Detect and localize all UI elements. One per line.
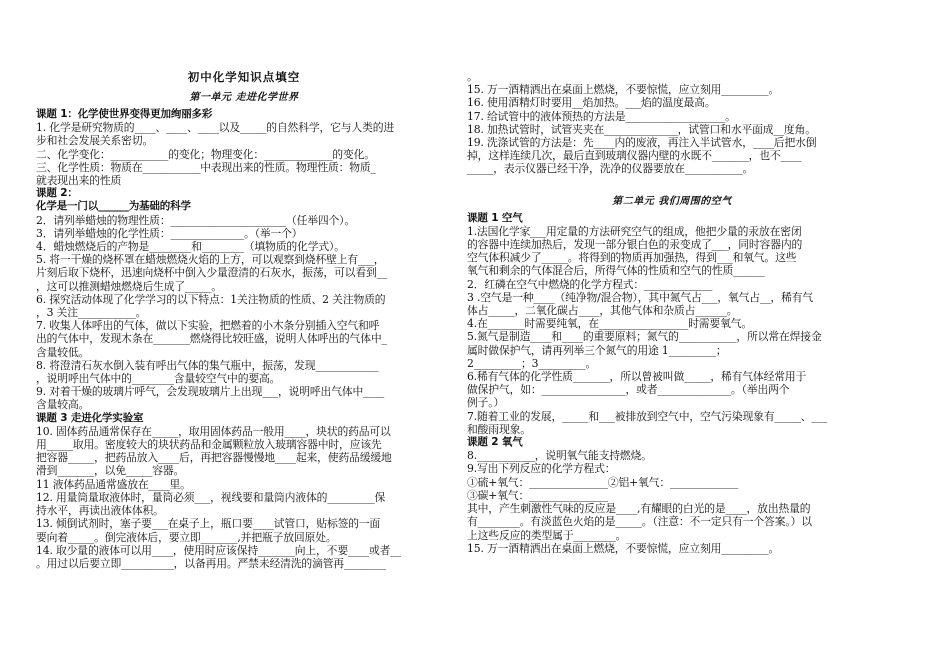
text-line: 有________。有淡蓝色火焰的是_____。（注意：不一定只有一个答案。）以 xyxy=(467,515,812,529)
text-line: 14. 取少量的液体可以用____，使用时应该保持_______向上，不要____或者__ xyxy=(36,543,401,557)
text-line: 和酸雨现象。 xyxy=(467,422,531,436)
right-top-lines xyxy=(467,70,877,176)
text-line: 体占_____，二氧化碳占____，其他气体和杂质占______。 xyxy=(467,304,738,318)
section-heading: 化学是一门以______为基础的科学 xyxy=(36,200,191,213)
text-line: 含量较高。 xyxy=(36,398,90,412)
text-line: 就表现出来的性质 xyxy=(36,174,122,188)
text-line: 3 .空气是一种____（纯净物/混合物），其中氮气占___，氧气占__，稀有气 xyxy=(467,290,814,304)
text-line: 的容器中连续加热后，发现一部分银白色的汞变成了___，同时容器内的 xyxy=(467,238,803,252)
text-line: 9.写出下列反应的化学方程式： xyxy=(467,462,616,476)
text-line: 4．蜡烛燃烧后的产物是________和________（填物质的化学式）。 xyxy=(36,240,345,254)
text-line: 其中，产生刺激性气味的反应是____,有耀眼的白光的是____，放出热量的 xyxy=(467,502,811,516)
text-line: 含量较低。 xyxy=(36,345,90,359)
section-heading: 课题 2： xyxy=(36,187,78,200)
text-line: 8. 将澄清石灰水倒入装有呼出气体的集气瓶中，振荡，发现____________ xyxy=(36,358,379,372)
text-line: 16. 使用酒精灯时要用__焰加热。___焰的温度最高。 xyxy=(467,96,716,110)
text-line: 18. 加热试管时，试管夹夹在______________，试管口和水平面成__度角。 xyxy=(467,122,816,136)
text-line: 15. 万一酒精洒出在桌面上燃烧，不要惊慌，应立刻用_________。 xyxy=(467,541,780,555)
text-line: 3．请列举蜡烛的化学性质：______________。（举一个） xyxy=(36,226,303,240)
text-line: 8.___________，说明氧气能支持燃烧。 xyxy=(467,449,652,463)
text-line: 19. 洗涤试管的方法是：先____内的废液，再注入半试管水，____后把水倒 xyxy=(467,136,817,150)
section-heading: 课题 2 氧气 xyxy=(467,436,523,449)
text-line: 。 xyxy=(467,70,478,83)
text-line: 属时做保护气，请再列举三个氮气的用途 1_________； xyxy=(467,343,727,357)
text-line: 5. 将一干燥的烧杯罩在蜡烛燃烧火焰的上方，可以观察到烧杯壁上有___， xyxy=(36,253,385,267)
left-column xyxy=(36,66,452,570)
text-line: 1. 化学是研究物质的____、____、____以及_____的自然科学，它与人类的进 xyxy=(36,121,395,135)
text-line: 三、化学性质：物质在___________中表现出来的性质。物理性质：物质_ xyxy=(36,160,376,174)
text-line: 空气体积减少了_____。将得到的物质再加强热，得到___和氧气。这些 xyxy=(467,251,797,265)
section-heading: 课题 1 空气 xyxy=(467,211,523,224)
text-line: 11 液体药品通常盛放在____里。 xyxy=(36,477,191,491)
text-line: 滑到_______，以免_____容器。 xyxy=(36,464,185,478)
right-lines xyxy=(467,212,877,555)
text-line: 片刻后取下烧杯，迅速向烧杯中倒入少量澄清的石灰水，振荡，可以看到__ xyxy=(36,266,388,280)
section-heading: 课题 1：化学使世界变得更加绚丽多彩 xyxy=(36,108,213,120)
text-line: 用_____取用。密度较大的块状药品和金属颗粒放入玻璃容器中时，应该先 xyxy=(36,438,382,452)
text-line: 二、化学变化：___________的变化；物理变化：_____________的变化。 xyxy=(36,147,375,161)
text-line: 。用过以后要立即__________，以备再用。严禁未经清洗的滴管再________ xyxy=(36,556,386,570)
text-line: 2_________；3_________。 xyxy=(467,356,597,370)
text-line: 例子。） xyxy=(467,396,505,410)
left-lines xyxy=(36,108,452,570)
text-line: 氧气和剩余的气体混合后，所得气体的性质和空气的性质______ xyxy=(467,264,765,278)
text-line: ，这可以推测蜡烛燃烧后生成了_____。 xyxy=(36,279,222,293)
text-line: 掉，这样连续几次，最后直到玻璃仪器内壁的水既不_______，也不____ xyxy=(467,149,802,163)
unit1-heading: 第一单元 走进化学世界 xyxy=(189,92,299,103)
text-line: 5.氮气是制造____和____的重要原料；氮气的___________，所以常在焊接金 xyxy=(467,330,822,344)
text-line: 上这些反应的类型属于________。 xyxy=(467,528,627,542)
text-line: ③碳+氧气：_______________ xyxy=(467,488,608,502)
text-line: 把容器_____，把药品放入____后，再把容器慢慢地____起来，使药品缓缓地 xyxy=(36,451,392,465)
text-line: 15. 万一酒精洒出在桌面上燃烧，不要惊慌，应立刻用_________。 xyxy=(467,83,780,97)
page-title: 初中化学知识点填空 xyxy=(187,70,301,84)
unit2-heading: 第二单元 我们周围的空气 xyxy=(612,195,732,207)
text-line: ①硫+氧气：_______________②铝+氧气：_____________ xyxy=(467,475,739,489)
text-line: ，说明呼出气体中的________含量较空气中的要高。 xyxy=(36,372,281,386)
text-line: 17. 给试管中的液体预热的方法是___________________。 xyxy=(467,109,736,123)
text-line: 7. 收集人体呼出的气体，做以下实验，把燃着的小木条分别插入空气和呼 xyxy=(36,319,380,333)
text-line: 1.法国化学家___用定量的方法研究空气的组成，他把少量的汞放在密闭 xyxy=(467,224,802,238)
text-line: 13. 倾倒试剂时，塞子要___在桌子上，瓶口要____试管口，贴标签的一面 xyxy=(36,517,381,531)
text-line: 持水平，再读出液体体积。 xyxy=(36,504,164,518)
right-column xyxy=(467,70,877,555)
text-line: 4.在_______时需要纯氧，在_________________时需要氧气。 xyxy=(467,317,753,331)
text-line: 12. 用量筒量取液体时，量筒必须___，视线要和量筒内液体的_________保 xyxy=(36,490,386,504)
text-line: ，3 关注___________。 xyxy=(36,306,147,320)
text-line: 6. 探究活动体现了化学学习的以下特点：1关注物质的性质、2 关注物质的 xyxy=(36,292,386,306)
text-line: 步和社会发展关系密切。 xyxy=(36,134,154,148)
text-line: 10. 固体药品通常保存在_____，取用固体药品一般用____，块状的药品可以 xyxy=(36,424,391,438)
text-line: _____，表示仪器已经干净，洗净的仪器要放在___________。 xyxy=(467,162,754,176)
text-line: 出的气体中，发现木条在_______燃烧得比较旺盛，说明人体呼出的气体中_ xyxy=(36,332,387,346)
text-line: 2．红磷在空气中燃烧的化学方程式：_____________ xyxy=(467,277,713,291)
text-line: 2．请列举蜡烛的物理性质：______________________（任举四个）。 xyxy=(36,213,356,227)
text-line: 7.随着工业的发展，_____和___被排放到空气中，空气污染现象有_____、___ xyxy=(467,409,828,423)
text-line: 6.稀有气体的化学性质_______，所以曾被叫做_____，稀有气体经常用于 xyxy=(467,370,807,384)
text-line: 9. 对着干燥的玻璃片呼气，会发现玻璃片上出现___，说明呼出气体中____ xyxy=(36,385,385,399)
text-line: 做保护气，如：________________，或者______________。（举出两个 xyxy=(467,383,790,397)
text-line: 要向着_____。倒完液体后，要立即_______,并把瓶子放回原处。 xyxy=(36,530,337,544)
section-heading: 课题 3 走进化学实验室 xyxy=(36,411,144,424)
